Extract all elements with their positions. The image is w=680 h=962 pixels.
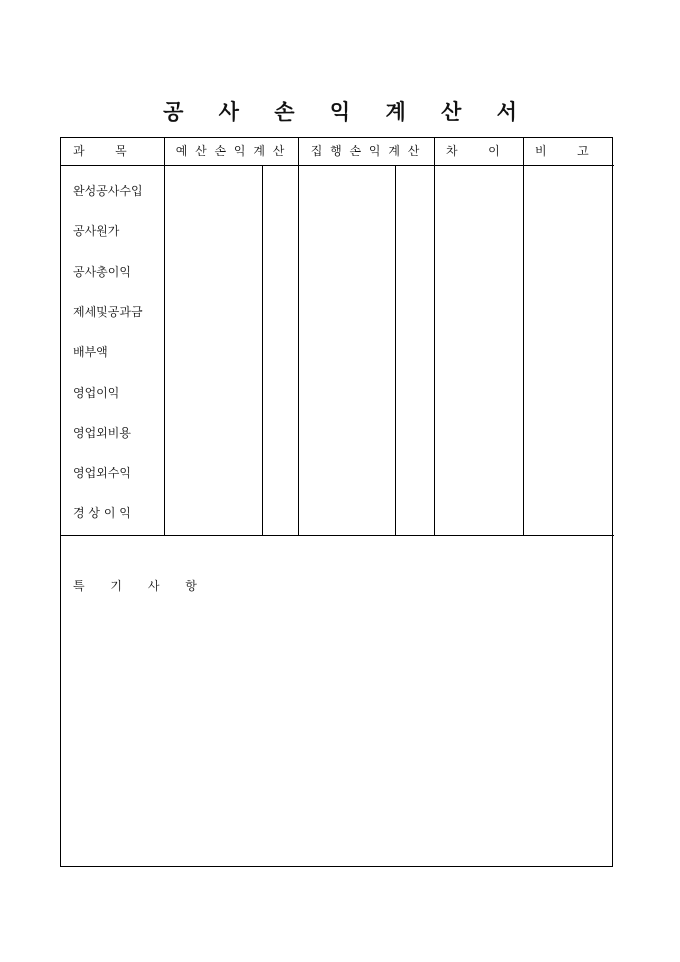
row-label-operating-profit: 영업이익 — [73, 386, 120, 400]
column-divider — [523, 138, 524, 535]
header-budget: 예 산 손 익 계 산 — [175, 144, 287, 158]
document-title: 공 사 손 익 계 산 서 — [163, 99, 531, 124]
sub-column-divider — [395, 165, 396, 535]
profit-loss-form — [60, 137, 613, 867]
header-execution: 집 행 손 익 계 산 — [310, 144, 422, 158]
row-label-non-operating-income: 영업외수익 — [73, 466, 131, 480]
header-remarks: 비 고 — [535, 144, 589, 158]
row-label-ordinary-profit: 경 상 이 익 — [73, 506, 131, 520]
notes-label: 특 기 사 항 — [73, 579, 208, 593]
column-divider — [434, 138, 435, 535]
row-label-completed-construction-revenue: 완성공사수입 — [73, 184, 143, 198]
column-divider — [164, 138, 165, 535]
header-subject: 과 목 — [73, 144, 127, 158]
row-label-gross-profit: 공사총이익 — [73, 265, 131, 279]
row-label-non-operating-expenses: 영업외비용 — [73, 426, 131, 440]
row-label-taxes-and-dues: 제세및공과금 — [73, 305, 143, 319]
row-label-construction-cost: 공사원가 — [73, 224, 120, 238]
table-bottom-divider — [61, 535, 614, 536]
row-label-allocation: 배부액 — [73, 345, 108, 359]
header-divider — [61, 165, 614, 166]
sub-column-divider — [262, 165, 263, 535]
column-divider — [298, 138, 299, 535]
header-difference: 차 이 — [446, 144, 500, 158]
